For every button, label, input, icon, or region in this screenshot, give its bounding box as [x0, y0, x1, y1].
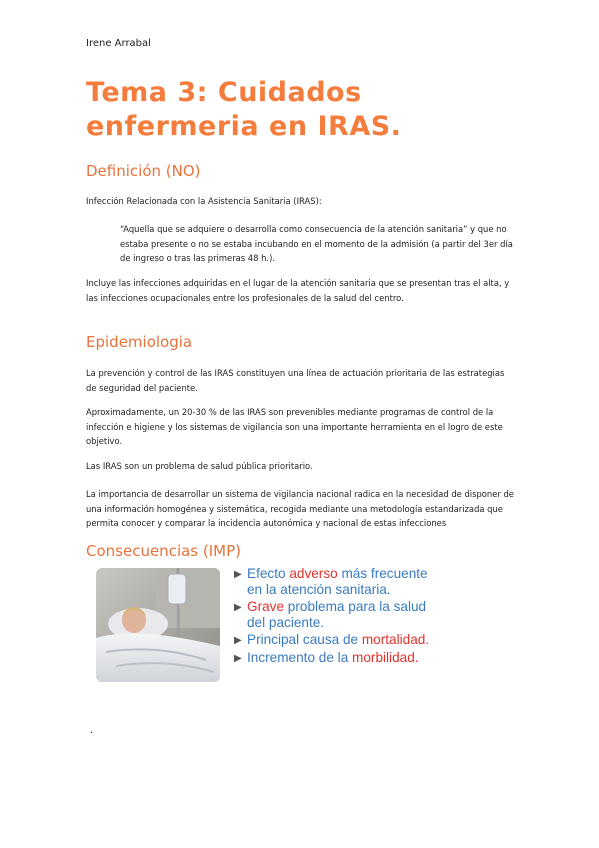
bullet-text: Efecto: [247, 566, 290, 581]
list-item: [234, 599, 434, 630]
triangle-bullet-icon: ▶: [234, 635, 242, 646]
heading-definicion: Definición (NO): [86, 162, 201, 180]
bullet-text: Incremento de la: [247, 649, 353, 665]
heading-epidemiologia: Epidemiologia: [86, 333, 193, 351]
bullet-highlight: Grave: [247, 599, 285, 614]
author-name: Irene Arrabal: [86, 38, 151, 49]
consecuencias-list: [234, 566, 434, 667]
epidemiologia-paragraph-1: La prevención y control de las IRAS constituyen una línea de actuación prioritaria de las estrategias de seguridad del paciente.: [86, 368, 505, 393]
list-item: [234, 566, 434, 597]
bullet-text: problema para la salud del paciente.: [247, 599, 427, 630]
definicion-quote: “Aquella que se adquiere o desarrolla como consecuencia de la atención sanitaria” y que no estaba presente o no se estaba incubando en el momento de la admisión (a partir del 3er día de ingreso o tras las primeras 48 h.).: [120, 224, 513, 264]
epidemiologia-paragraph-3: Las IRAS son un problema de salud pública prioritario.: [86, 461, 313, 471]
bullet-highlight: adverso: [289, 566, 338, 581]
list-item: [234, 650, 434, 666]
bullet-highlight: mortalidad.: [361, 632, 430, 647]
epidemiologia-paragraph-4: La importancia de desarrollar un sistema de vigilancia nacional radica en la necesidad de disponer de una información homogénea y sistemática, recogida mediante una metodología estandarizada que permita conocer y comparar la incidencia autonómica y nacional de estas infecciones: [86, 489, 514, 529]
triangle-bullet-icon: ▶: [234, 652, 242, 664]
list-item: [234, 632, 434, 648]
definicion-paragraph-1: Infección Relacionada con la Asistencia Sanitaria (IRAS):: [86, 196, 322, 206]
triangle-bullet-icon: ▶: [234, 569, 242, 580]
bullet-highlight: morbilidad.: [352, 649, 419, 665]
hospital-patient-photo: [96, 568, 220, 682]
trailing-period: .: [90, 726, 93, 736]
bullet-text: más frecuente en la atención sanitaria.: [247, 566, 428, 597]
triangle-bullet-icon: ▶: [234, 602, 242, 613]
definicion-paragraph-2: Incluye las infecciones adquiridas en el lugar de la atención sanitaria que se presentan tras el alta, y las infecciones ocupacionales entre los profesionales de la salud del centro.: [86, 278, 510, 303]
page-title: Tema 3: Cuidados enfermeria en IRAS.: [86, 77, 402, 142]
heading-consecuencias: Consecuencias (IMP): [86, 542, 241, 560]
epidemiologia-paragraph-2: Aproximadamente, un 20-30 % de las IRAS son prevenibles mediante programas de control de la infección e higiene y los sistemas de vigilancia son una importante herramienta en el logro de este objetivo.: [86, 407, 503, 447]
bullet-text: Principal causa de: [247, 632, 362, 647]
